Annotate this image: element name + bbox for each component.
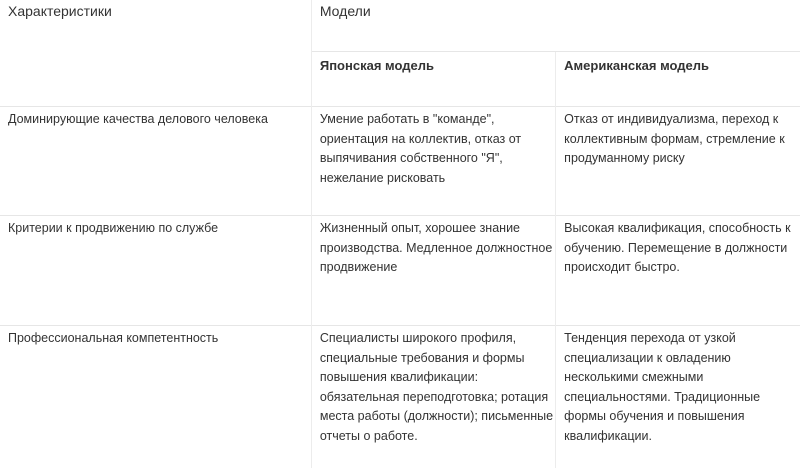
row-label: Профессиональная компетентность	[0, 326, 311, 468]
table-row	[0, 326, 800, 468]
table-row	[0, 107, 800, 216]
japanese-cell: Специалисты широкого профиля, специальные требования и формы повышения квалификации: обязательная переподготовка; ротация места работы (должности); письменные отчеты о работе.	[311, 326, 555, 468]
header-characteristics-cell	[0, 0, 311, 107]
american-cell: Высокая квалификация, способность к обучению. Перемещение в должности происходит быстро.	[556, 216, 800, 326]
row-label: Доминирующие качества делового человека	[0, 107, 311, 216]
header-characteristics: Характеристики	[8, 3, 112, 19]
table-header-row	[0, 0, 800, 52]
subheader-japanese-model: Японская модель	[320, 58, 434, 73]
row-label: Критерии к продвижению по службе	[0, 216, 311, 326]
subheader-american-model: Американская модель	[564, 58, 709, 73]
header-models: Модели	[320, 3, 371, 19]
header-models-cell	[311, 0, 800, 52]
table-row	[0, 216, 800, 326]
american-cell: Тенденция перехода от узкой специализации к овладению несколькими смежными специальностями. Традиционные формы обучения и повышения квалификации.	[556, 326, 800, 468]
subheader-japanese-cell	[311, 52, 555, 107]
subheader-american-cell	[556, 52, 800, 107]
american-cell: Отказ от индивидуализма, переход к коллективным формам, стремление к продуманному риску	[556, 107, 800, 216]
japanese-cell: Умение работать в "команде", ориентация на коллектив, отказ от выпячивания собственного "Я", нежелание рисковать	[311, 107, 555, 216]
japanese-cell: Жизненный опыт, хорошее знание производства. Медленное должностное продвижение	[311, 216, 555, 326]
